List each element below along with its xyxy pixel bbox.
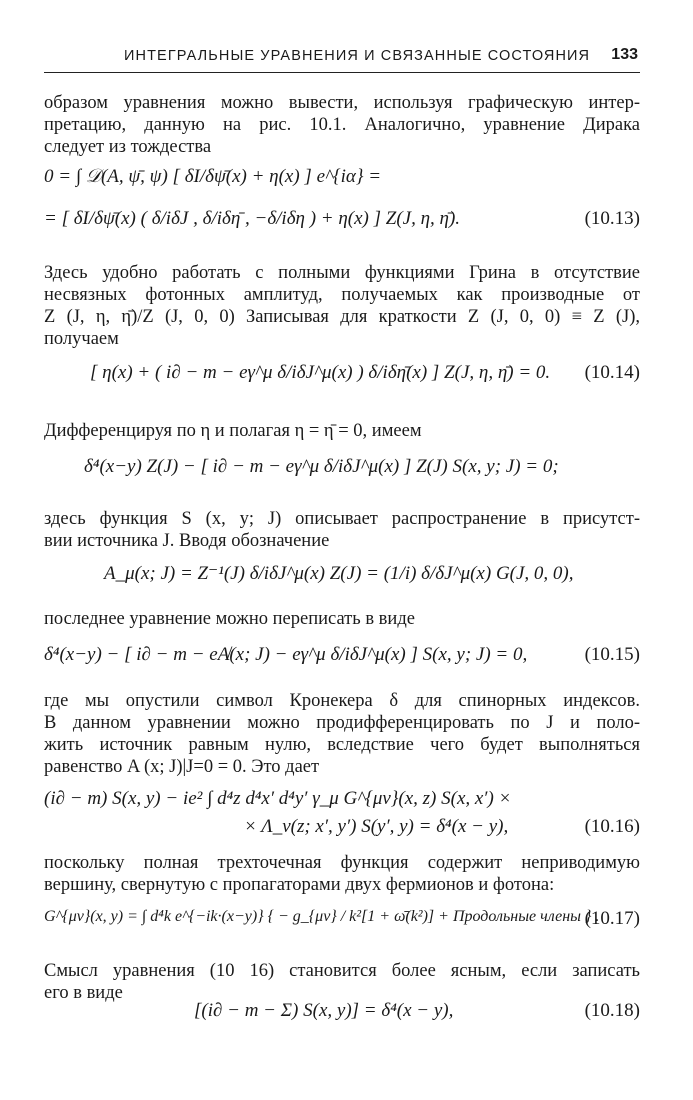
- text-line: Смысл уравнения (10 16) становится более ясным, если записать: [44, 961, 640, 981]
- text-line: равенство A (x; J)|J=0 = 0. Это дает: [44, 757, 320, 777]
- equation-number: (10.15): [584, 644, 640, 665]
- text-line: здесь функция S (x, y; J) описывает распространение в присутст-: [44, 509, 640, 529]
- equation-10-13-line2: [44, 208, 640, 238]
- text-line: образом уравнения можно вывести, используя графическую интер-: [44, 93, 640, 113]
- text-line: Дифференцируя по η и полагая η = η̄ = 0, имеем: [44, 421, 422, 441]
- text-line: его в виде: [44, 983, 123, 1003]
- equation-10-17: [44, 908, 640, 938]
- text-line: Здесь удобно работать с полными функциями Грина в отсутствие: [44, 263, 640, 283]
- equation-10-16-line2: [44, 816, 640, 846]
- equation-text: G^{μν}(x, y) = ∫ d⁴k e^{−ik·(x−y)} { − g_{μν} / k²[1 + ω̄(k²)] + Продольные члены } .: [44, 908, 600, 925]
- paragraph-rewrite: [44, 608, 640, 630]
- equation-number: (10.16): [584, 816, 640, 837]
- equation-unnumbered-1: [44, 456, 640, 486]
- equation-text: δ⁴(x−y) − [ i∂ − m − eA̸(x; J) − eγ^μ δ/iδJ^μ(x) ] S(x, y; J) = 0,: [44, 644, 528, 665]
- equation-10-14: [44, 362, 640, 392]
- equation-number: (10.13): [584, 208, 640, 229]
- text-line: вии источника J. Вводя обозначение: [44, 531, 330, 551]
- paragraph-propagation: [44, 508, 640, 552]
- equation-text: [ η(x) + ( i∂ − m − eγ^μ δ/iδJ^μ(x) ) δ/iδη̄(x) ] Z(J, η, η̄) = 0.: [90, 362, 551, 383]
- equation-text: δ⁴(x−y) Z(J) − [ i∂ − m − eγ^μ δ/iδJ^μ(x) ] Z(J) S(x, y; J) = 0;: [84, 456, 559, 477]
- paragraph-kronecker: [44, 690, 640, 778]
- paragraph-green-functions: [44, 262, 640, 350]
- equation-text: A_μ(x; J) = Z⁻¹(J) δ/iδJ^μ(x) Z(J) = (1/i) δ/δJ^μ(x) G(J, 0, 0),: [104, 563, 574, 584]
- equation-number: (10.17): [584, 908, 640, 929]
- running-title: ИНТЕГРАЛЬНЫЕ УРАВНЕНИЯ И СВЯЗАННЫЕ СОСТОЯНИЯ: [124, 48, 591, 64]
- paragraph-three-point: [44, 852, 640, 896]
- equation-text: 0 = ∫ 𝒟(A, ψ̄, ψ) [ δI/δψ̄(x) + η(x) ] e^{iα} =: [44, 166, 382, 187]
- text-line: жить источник равным нулю, вследствие чего будет выполняться: [44, 735, 640, 755]
- equation-text: × Λ_ν(z; x′, y′) S(y′, y) = δ⁴(x − y),: [244, 816, 509, 837]
- equation-text: [(i∂ − m − Σ) S(x, y)] = δ⁴(x − y),: [194, 1000, 454, 1021]
- text-line: В данном уравнении можно продифференцировать по J и поло-: [44, 713, 640, 733]
- paragraph-meaning: [44, 960, 640, 1004]
- text-line: несвязных фотонных амплитуд, получаемых как производные от: [44, 285, 640, 305]
- text-line: следует из тождества: [44, 137, 212, 157]
- paragraph-intro: [44, 92, 640, 158]
- text-line: последнее уравнение можно переписать в виде: [44, 609, 415, 629]
- text-line: Z (J, η, η̄)/Z (J, 0, 0) Записывая для краткости Z (J, 0, 0) ≡ Z (J),: [44, 307, 640, 327]
- equation-text: = [ δI/δψ̄(x) ( δ/iδJ , δ/iδη̄ , −δ/iδη ) + η(x) ] Z(J, η, η̄).: [44, 208, 461, 229]
- equation-unnumbered-2: [44, 562, 640, 592]
- paragraph-differentiating: [44, 420, 640, 442]
- equation-number: (10.14): [584, 362, 640, 383]
- page-number: 133: [611, 46, 638, 63]
- equation-10-18: [44, 1000, 640, 1030]
- text-line: где мы опустили символ Кронекера δ для спинорных индексов.: [44, 691, 640, 711]
- equation-10-16-line1: [44, 788, 640, 818]
- text-line: претацию, данную на рис. 10.1. Аналогично, уравнение Дирака: [44, 115, 640, 135]
- text-line: получаем: [44, 329, 119, 349]
- equation-10-15: [44, 644, 640, 674]
- text-line: поскольку полная трехточечная функция содержит неприводимую: [44, 853, 640, 873]
- equation-10-13-line1: [44, 166, 640, 196]
- text-line: вершину, свернутую с пропагаторами двух фермионов и фотона:: [44, 875, 555, 895]
- equation-text: (i∂ − m) S(x, y) − ie² ∫ d⁴z d⁴x′ d⁴y′ γ_μ G^{μν}(x, z) S(x, x′) ×: [44, 788, 512, 809]
- equation-number: (10.18): [584, 1000, 640, 1021]
- running-header: [44, 42, 640, 73]
